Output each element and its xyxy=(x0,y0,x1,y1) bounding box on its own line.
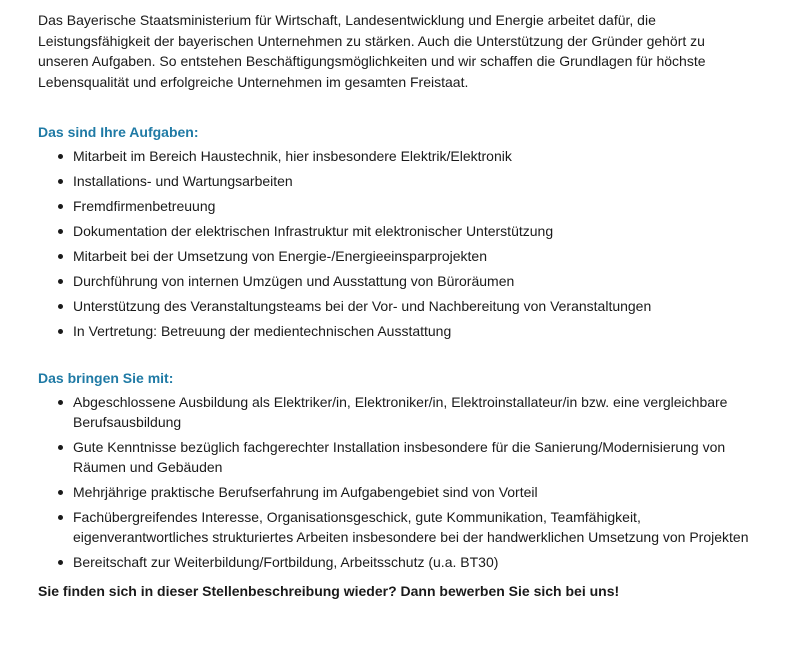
task-item xyxy=(73,171,775,191)
task-item xyxy=(73,246,775,266)
task-item-text: Mitarbeit bei der Umsetzung von Energie-/Energieeinsparprojekten xyxy=(73,248,487,264)
requirement-item xyxy=(73,552,775,572)
task-item xyxy=(73,271,775,291)
requirements-heading: Das bringen Sie mit: xyxy=(38,370,174,386)
task-item xyxy=(73,196,775,216)
bullet-icon xyxy=(58,179,63,184)
task-item-text: Durchführung von internen Umzügen und Ausstattung von Büroräumen xyxy=(73,273,515,289)
task-item-text: Mitarbeit im Bereich Haustechnik, hier insbesondere Elektrik/Elektronik xyxy=(73,148,512,164)
bullet-icon xyxy=(58,445,63,450)
bullet-icon xyxy=(58,560,63,565)
task-item-text: Installations- und Wartungsarbeiten xyxy=(73,173,293,189)
task-item-text: Unterstützung des Veranstaltungsteams bei der Vor- und Nachbereitung von Veranstaltungen xyxy=(73,298,652,314)
intro-paragraph: Das Bayerische Staatsministerium für Wirtschaft, Landesentwicklung und Energie arbeitet dafür, die Leistungsfähigkeit der bayerischen Unternehmen zu stärken. Auch die Unterstützung der Gründer gehört zu unseren Aufgaben. So entstehen Beschäftigungsmöglichkeiten und wir schaffen die Grundlagen für höchste Lebensqualität und erfolgreiche Unternehmen im gesamten Freistaat. xyxy=(38,12,706,90)
bullet-icon xyxy=(58,229,63,234)
task-item-text: In Vertretung: Betreuung der medientechnischen Ausstattung xyxy=(73,323,452,339)
bullet-icon xyxy=(58,515,63,520)
requirement-item xyxy=(73,482,775,502)
closing-statement: Sie finden sich in dieser Stellenbeschreibung wieder? Dann bewerben Sie sich bei uns! xyxy=(38,583,620,599)
bullet-icon xyxy=(58,154,63,159)
requirement-item xyxy=(73,507,775,547)
requirement-item xyxy=(73,392,775,432)
tasks-heading: Das sind Ihre Aufgaben: xyxy=(38,124,199,140)
bullet-icon xyxy=(58,304,63,309)
requirement-item xyxy=(73,437,775,477)
tasks-list xyxy=(38,146,775,341)
bullet-icon xyxy=(58,279,63,284)
task-item-text: Dokumentation der elektrischen Infrastruktur mit elektronischer Unterstützung xyxy=(73,223,554,239)
task-item xyxy=(73,321,775,341)
bullet-icon xyxy=(58,490,63,495)
requirement-item-text: Mehrjährige praktische Berufserfahrung im Aufgabengebiet sind von Vorteil xyxy=(73,484,538,500)
bullet-icon xyxy=(58,204,63,209)
requirement-item-text: Fachübergreifendes Interesse, Organisationsgeschick, gute Kommunikation, Teamfähigkeit, eigenverantwortliches strukturiertes Arbeiten insbesondere bei der handwerklichen Umsetzung von Projekten xyxy=(73,509,749,545)
task-item-text: Fremdfirmenbetreuung xyxy=(73,198,216,214)
task-item xyxy=(73,221,775,241)
bullet-icon xyxy=(58,329,63,334)
task-item xyxy=(73,146,775,166)
requirement-item-text: Abgeschlossene Ausbildung als Elektriker/in, Elektroniker/in, Elektroinstallateur/in bzw. eine vergleichbare Berufsausbildung xyxy=(73,394,728,430)
bullet-icon xyxy=(58,254,63,259)
requirement-item-text: Bereitschaft zur Weiterbildung/Fortbildung, Arbeitsschutz (u.a. BT30) xyxy=(73,554,499,570)
bullet-icon xyxy=(58,400,63,405)
task-item xyxy=(73,296,775,316)
requirements-list xyxy=(38,392,775,572)
requirement-item-text: Gute Kenntnisse bezüglich fachgerechter Installation insbesondere für die Sanierung/Modernisierung von Räumen und Gebäuden xyxy=(73,439,726,475)
